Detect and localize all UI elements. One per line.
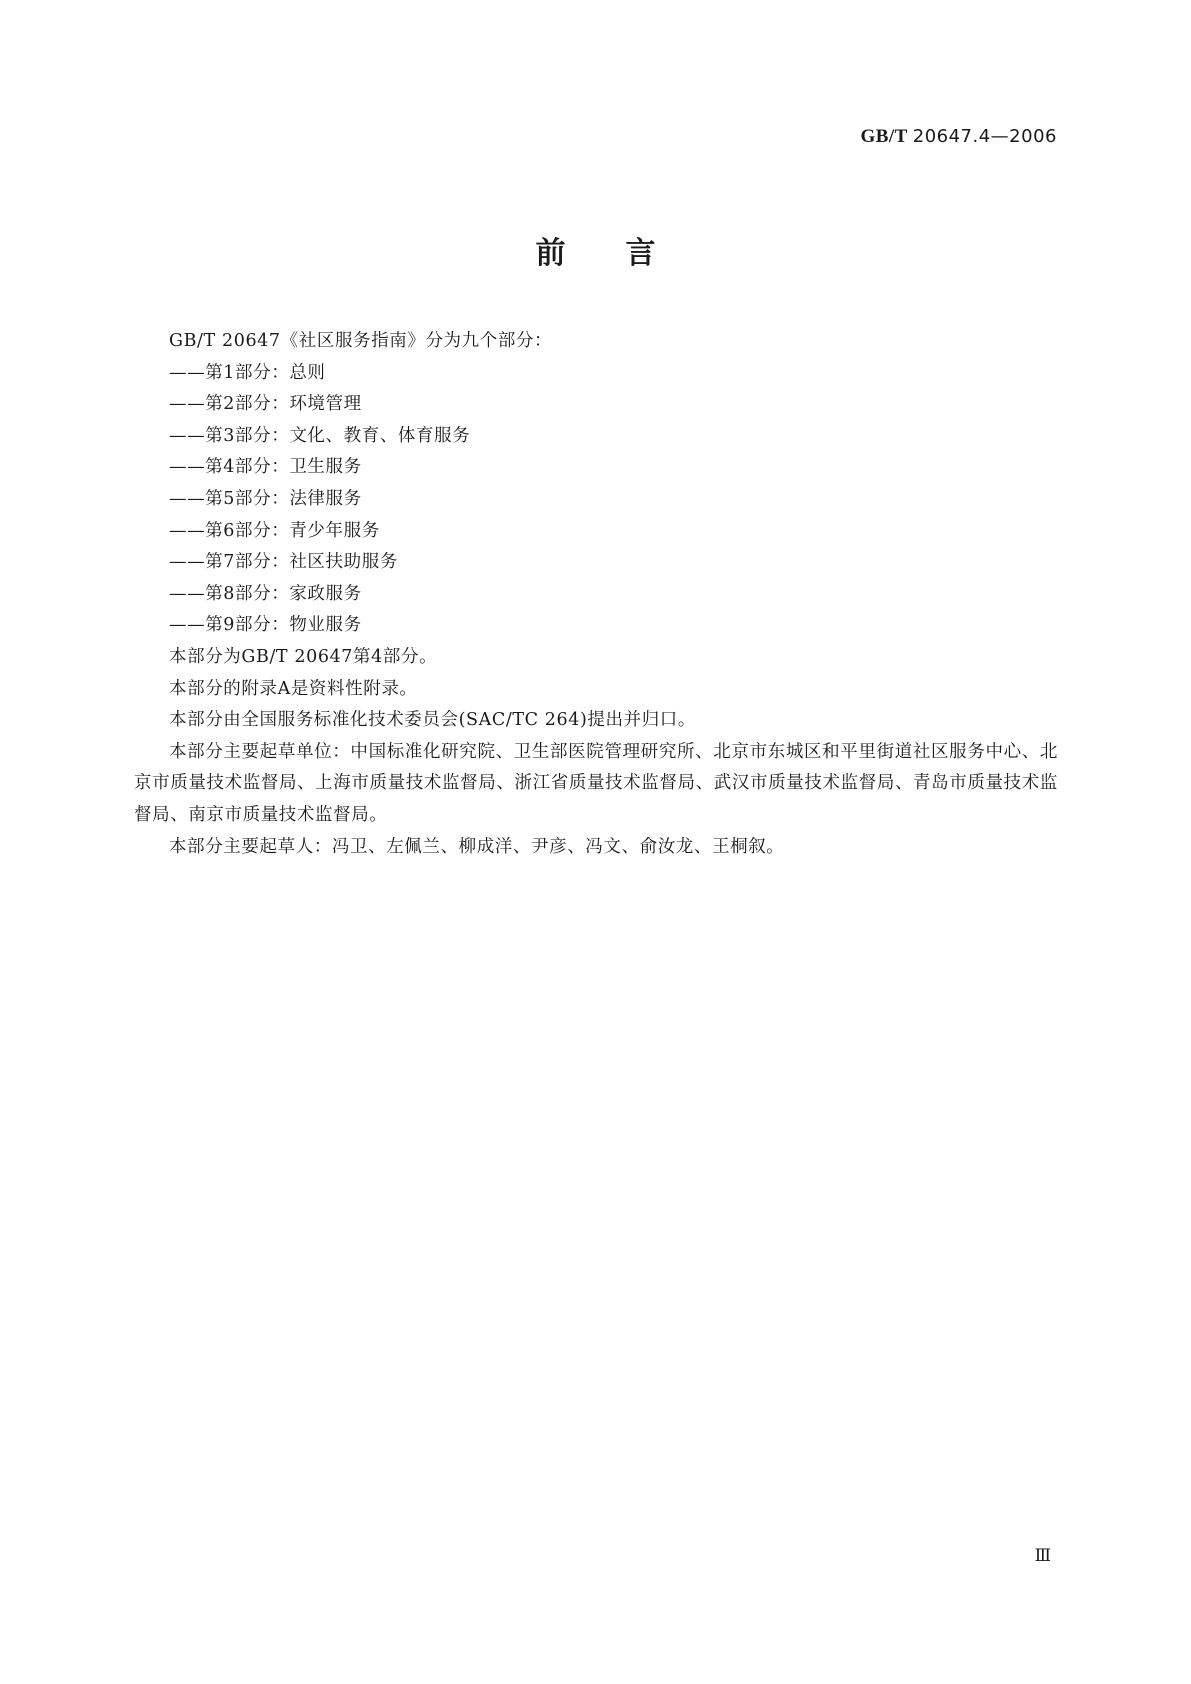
part-list-item: ——第5部分：法律服务 <box>169 488 362 509</box>
part-list-item: ——第7部分：社区扶助服务 <box>169 552 398 573</box>
page-title: 前言 <box>535 236 716 271</box>
drafters: 本部分主要起草人：冯卫、左佩兰、柳成洋、尹彦、冯文、俞汝龙、王桐叙。 <box>169 836 785 857</box>
annex-statement: 本部分的附录A是资料性附录。 <box>169 678 418 699</box>
part-list-item: ——第8部分：家政服务 <box>169 583 362 604</box>
part-list-item: ——第1部分：总则 <box>169 362 326 383</box>
proposer-statement: 本部分由全国服务标准化技术委员会(SAC/TC 264)提出并归口。 <box>169 710 696 731</box>
part-list-item: ——第2部分：环境管理 <box>169 394 362 415</box>
intro-paragraph: GB/T 20647《社区服务指南》分为九个部分： <box>169 331 553 351</box>
standard-prefix: GB/T <box>860 126 908 147</box>
standard-code: 20647.4—2006 <box>912 126 1057 147</box>
part-list-item: ——第3部分：文化、教育、体育服务 <box>169 425 471 446</box>
part-list-item: ——第9部分：物业服务 <box>169 615 362 636</box>
foreword-body <box>134 326 1058 863</box>
drafting-units: 本部分主要起草单位：中国标准化研究院、卫生部医院管理研究所、北京市东城区和平里街道社区服务中心、北京市质量技术监督局、上海市质量技术监督局、浙江省质量技术监督局、武汉市质量技术监督局、青岛市质量技术监督局、南京市质量技术监督局。 <box>134 741 1058 825</box>
standard-number <box>860 126 1057 148</box>
part-statement: 本部分为GB/T 20647第4部分。 <box>169 646 438 667</box>
part-list-item: ——第6部分：青少年服务 <box>169 520 380 541</box>
part-list-item: ——第4部分：卫生服务 <box>169 457 362 478</box>
page-number: Ⅲ <box>1034 1546 1051 1565</box>
